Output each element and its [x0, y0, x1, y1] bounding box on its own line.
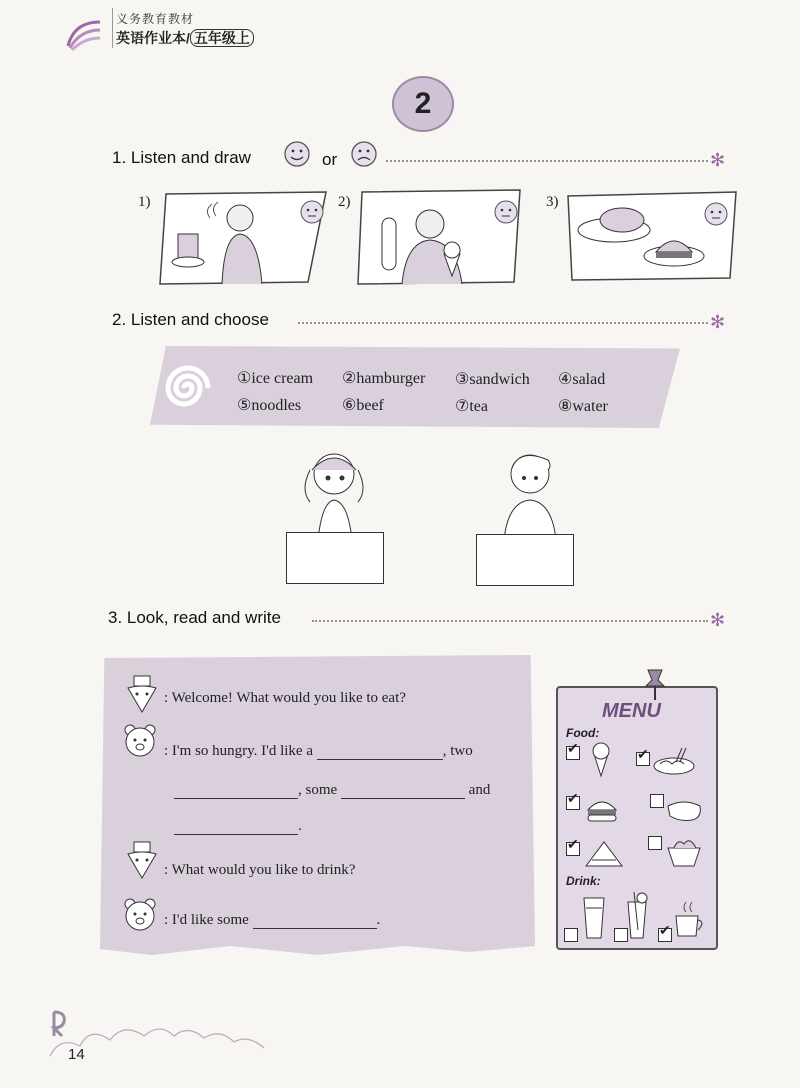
check-mark-icon: ✔ [567, 836, 579, 852]
check-mark-icon: ✔ [637, 746, 649, 762]
publisher-logo-icon [64, 16, 104, 52]
noodles-icon [652, 746, 696, 778]
option-noodles: ⑤noodles [237, 397, 302, 414]
food-label: Food: [566, 726, 600, 740]
section-3-title: 3. Look, read and write [108, 608, 281, 627]
option-hamburger: ②hamburger [342, 370, 426, 387]
dialogue-line-1: : Welcome! What would you like to eat? [164, 690, 406, 706]
sausage-icon [664, 798, 704, 826]
pushpin-icon [640, 666, 670, 702]
section-1-divider [386, 160, 708, 162]
series-label: 义务教育教材 [116, 12, 195, 26]
fox-waiter-icon [124, 674, 160, 714]
sad-face-icon [350, 140, 378, 168]
or-label: or [322, 150, 338, 169]
item-number: 2) [338, 194, 351, 210]
blank-field[interactable] [253, 928, 377, 929]
dialogue-line-5: : What would you like to drink? [164, 862, 356, 878]
dialogue-line-3: , some and [174, 782, 490, 799]
fox-waiter-icon [124, 840, 160, 880]
option-sandwich: ③sandwich [455, 371, 530, 388]
checkbox-empty[interactable] [614, 928, 628, 942]
section-2-title: 2. Listen and choose [112, 310, 269, 329]
bear-icon [122, 896, 158, 932]
blank-field[interactable] [174, 798, 298, 799]
option-water: ⑧water [558, 398, 608, 415]
section-1-title: 1. Listen and draw [112, 148, 251, 167]
checkbox-empty[interactable] [648, 836, 662, 850]
asterisk-icon: ✻ [710, 312, 726, 332]
picture-man-with-bread-and-ice-cream [356, 188, 526, 286]
option-beef: ⑥beef [342, 397, 384, 414]
asterisk-icon: ✻ [710, 610, 726, 630]
answer-box-boy[interactable] [476, 534, 574, 586]
grade-label: 五年级上 [190, 29, 254, 47]
checkbox-empty[interactable] [564, 928, 578, 942]
item-number: 1) [138, 194, 151, 210]
drink-label: Drink: [566, 874, 601, 888]
smiley-face-icon [283, 140, 311, 168]
checkbox-empty[interactable] [650, 794, 664, 808]
hamburger-icon [584, 796, 620, 826]
check-mark-icon: ✔ [567, 790, 579, 806]
book-title: 英语作业本/ 五年级上 [116, 28, 254, 48]
dialogue-line-6: : I'd like some . [164, 912, 381, 928]
option-salad: ④salad [558, 371, 606, 388]
bear-icon [122, 722, 158, 758]
option-tea: ⑦tea [455, 398, 488, 415]
menu-title: MENU [602, 700, 661, 722]
section-3-divider [312, 620, 708, 622]
dialogue-line-4: . [174, 818, 302, 835]
boy-illustration [490, 440, 570, 540]
salad-icon [664, 834, 704, 870]
ice-cream-icon [586, 740, 616, 778]
picture-grandma-drinking-tea [158, 190, 336, 286]
picture-chicken-and-hamburger [564, 190, 740, 282]
item-number: 3) [546, 194, 559, 210]
swirl-icon [158, 358, 218, 418]
blank-field[interactable] [174, 834, 298, 835]
girl-illustration [290, 440, 380, 540]
answer-box-girl[interactable] [286, 532, 384, 584]
asterisk-icon: ✻ [710, 150, 726, 170]
blank-field[interactable] [341, 798, 465, 799]
tea-cup-icon [672, 898, 706, 940]
lesson-number-badge: 2 [392, 76, 454, 132]
dialogue-line-2: : I'm so hungry. I'd like a , two [164, 743, 473, 759]
header-separator [112, 8, 113, 48]
blank-field[interactable] [317, 759, 443, 760]
option-ice-cream: ①ice cream [237, 370, 314, 387]
page-number: 14 [68, 1046, 85, 1063]
sandwich-icon [584, 838, 624, 870]
check-mark-icon: ✔ [659, 922, 671, 938]
check-mark-icon: ✔ [567, 740, 579, 756]
water-glass-icon [580, 896, 608, 940]
section-2-divider [298, 322, 708, 324]
